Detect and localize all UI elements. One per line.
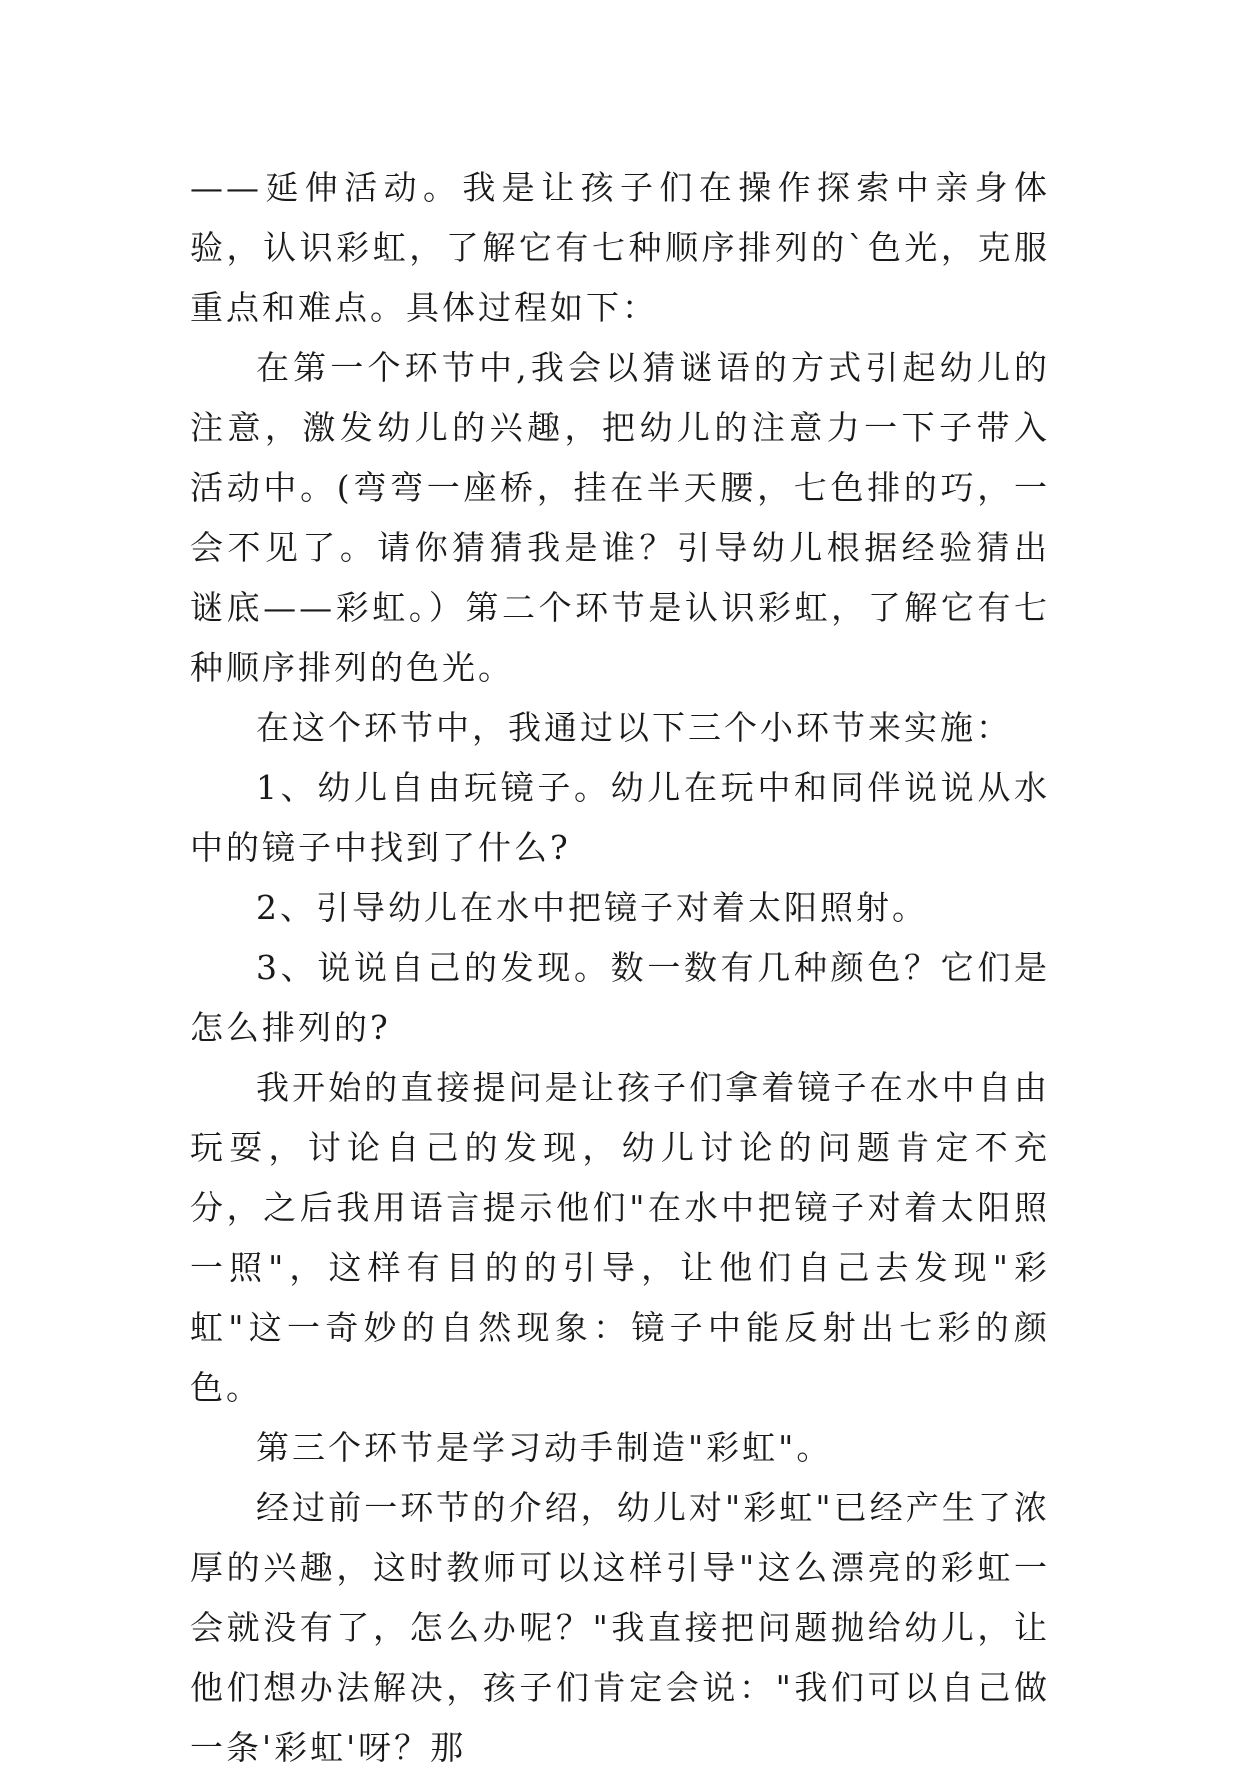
paragraph-9: 经过前一环节的介绍，幼儿对"彩虹"已经产生了浓厚的兴趣，这时教师可以这样引导"这么漂亮的彩虹一会就没有了，怎么办呢？"我直接把问题抛给幼儿，让他们想办法解决，孩子们肯定会说："我们可以自己做一条'彩虹'呀？那 (190, 1488, 1050, 1767)
paragraph-1: ——延伸活动。我是让孩子们在操作探索中亲身体验，认识彩虹，了解它有七种顺序排列的`色光，克服重点和难点。具体过程如下： (190, 168, 1050, 327)
paragraph-2: 在第一个环节中,我会以猜谜语的方式引起幼儿的注意，激发幼儿的兴趣，把幼儿的注意力一下子带入活动中。(弯弯一座桥，挂在半天腰，七色排的巧，一会不见了。请你猜猜我是谁？引导幼儿根据经验猜出谜底——彩虹。）第二个环节是认识彩虹，了解它有七种顺序排列的色光。 (190, 348, 1050, 687)
paragraph-4: 1、幼儿自由玩镜子。幼儿在玩中和同伴说说从水中的镜子中找到了什么? (190, 768, 1050, 867)
paragraph-6: 3、说说自己的发现。数一数有几种颜色？它们是怎么排列的? (190, 948, 1050, 1047)
paragraph-7: 我开始的直接提问是让孩子们拿着镜子在水中自由玩耍，讨论自己的发现，幼儿讨论的问题肯定不充分，之后我用语言提示他们"在水中把镜子对着太阳照一照"，这样有目的的引导，让他们自己去发现"彩虹"这一奇妙的自然现象：镜子中能反射出七彩的颜色。 (190, 1068, 1050, 1407)
paragraph-8: 第三个环节是学习动手制造"彩虹"。 (256, 1428, 833, 1467)
paragraph-3: 在这个环节中，我通过以下三个小环节来实施： (256, 708, 1012, 747)
body-text (190, 158, 1050, 1778)
paragraph-5: 2、引导幼儿在水中把镜子对着太阳照射。 (256, 888, 928, 927)
